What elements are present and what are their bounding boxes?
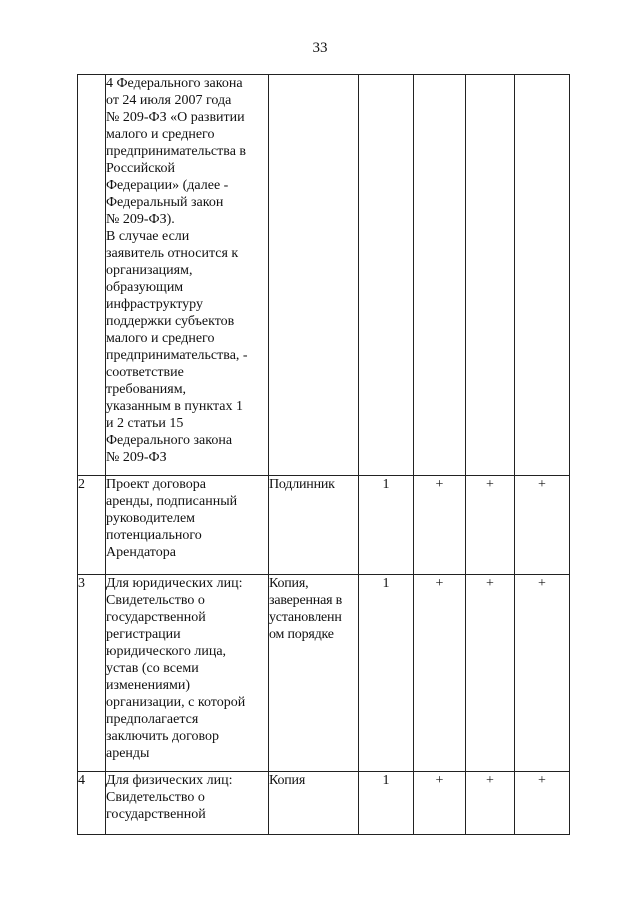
document-name-cell xyxy=(106,75,269,476)
mark-cell-2: + xyxy=(466,772,515,835)
cell-text-line: потенциального xyxy=(106,528,202,543)
documents-table xyxy=(77,74,570,835)
mark-cell-2 xyxy=(466,75,515,476)
cell-text-line: образующим xyxy=(106,280,184,295)
quantity-cell: 1 xyxy=(359,575,414,772)
cell-text-line: руководителем xyxy=(106,511,196,526)
cell-text-line: заявитель относится к xyxy=(106,246,239,261)
quantity-cell: 1 xyxy=(359,772,414,835)
document-form-cell xyxy=(269,75,359,476)
cell-text-line: Российской xyxy=(106,161,175,176)
table-row xyxy=(78,75,570,476)
quantity-cell: 1 xyxy=(359,476,414,575)
table-row xyxy=(78,772,570,835)
cell-text-line: Федерального закона xyxy=(106,433,233,448)
cell-text-line: № 209-ФЗ xyxy=(106,450,167,465)
document-name-cell xyxy=(106,575,269,772)
mark-cell-3: + xyxy=(515,575,570,772)
cell-text-line: соответствие xyxy=(106,365,184,380)
cell-text-line: Проект договора xyxy=(106,477,206,492)
cell-text-line: Для физических лиц: xyxy=(106,773,233,788)
cell-text-line: установленн xyxy=(269,610,342,625)
cell-text-line: организации, с которой xyxy=(106,695,246,710)
cell-text-line: изменениями) xyxy=(106,678,191,693)
mark-cell-2: + xyxy=(466,476,515,575)
cell-text-line: предпринимательства, - xyxy=(106,348,248,363)
cell-text-line: предпринимательства в xyxy=(106,144,247,159)
document-form-cell xyxy=(269,575,359,772)
cell-text-line: регистрации xyxy=(106,627,181,642)
cell-text-line: Подлинник xyxy=(269,477,335,492)
cell-text-line: Копия, xyxy=(269,576,309,591)
cell-text-line: аренды xyxy=(106,746,150,761)
row-number-cell: 4 xyxy=(78,772,106,835)
quantity-cell xyxy=(359,75,414,476)
cell-text-line: Федерации» (далее - xyxy=(106,178,229,193)
document-form-cell xyxy=(269,772,359,835)
cell-text-line: поддержки субъектов xyxy=(106,314,235,329)
cell-text-line: требованиям, xyxy=(106,382,187,397)
cell-text-line: устав (со всеми xyxy=(106,661,199,676)
row-number-cell: 2 xyxy=(78,476,106,575)
cell-text-line: государственной xyxy=(106,807,206,822)
cell-text-line: предполагается xyxy=(106,712,199,727)
cell-text-line: юридического лица, xyxy=(106,644,227,659)
mark-cell-1: + xyxy=(414,772,466,835)
cell-text-line: заверенная в xyxy=(269,593,343,608)
cell-text-line: малого и среднего xyxy=(106,127,215,142)
cell-text-line: Федеральный закон xyxy=(106,195,224,210)
mark-cell-2: + xyxy=(466,575,515,772)
cell-text-line: аренды, подписанный xyxy=(106,494,238,509)
cell-text-line: № 209-ФЗ). xyxy=(106,212,175,227)
cell-text-line: 4 Федерального закона xyxy=(106,76,243,91)
cell-text-line: указанным в пунктах 1 xyxy=(106,399,244,414)
cell-text-line: Арендатора xyxy=(106,545,176,560)
cell-text-line: Копия xyxy=(269,773,306,788)
cell-text-line: № 209-ФЗ «О развитии xyxy=(106,110,245,125)
cell-text-line: Для юридических лиц: xyxy=(106,576,243,591)
mark-cell-3: + xyxy=(515,772,570,835)
page-number: 33 xyxy=(312,40,328,56)
cell-text-line: инфраструктуру xyxy=(106,297,203,312)
cell-text-line: малого и среднего xyxy=(106,331,215,346)
document-name-cell xyxy=(106,772,269,835)
table-row xyxy=(78,575,570,772)
mark-cell-3: + xyxy=(515,476,570,575)
document-name-cell xyxy=(106,476,269,575)
cell-text-line: В случае если xyxy=(106,229,190,244)
cell-text-line: ом порядке xyxy=(269,627,334,642)
row-number-cell xyxy=(78,75,106,476)
cell-text-line: и 2 статьи 15 xyxy=(106,416,184,431)
mark-cell-1 xyxy=(414,75,466,476)
mark-cell-1: + xyxy=(414,575,466,772)
cell-text-line: Свидетельство о xyxy=(106,593,205,608)
cell-text-line: заключить договор xyxy=(106,729,220,744)
cell-text-line: организациям, xyxy=(106,263,193,278)
mark-cell-3 xyxy=(515,75,570,476)
cell-text-line: Свидетельство о xyxy=(106,790,205,805)
cell-text-line: от 24 июля 2007 года xyxy=(106,93,232,108)
cell-text-line: государственной xyxy=(106,610,206,625)
row-number-cell: 3 xyxy=(78,575,106,772)
mark-cell-1: + xyxy=(414,476,466,575)
table-row xyxy=(78,476,570,575)
document-form-cell xyxy=(269,476,359,575)
